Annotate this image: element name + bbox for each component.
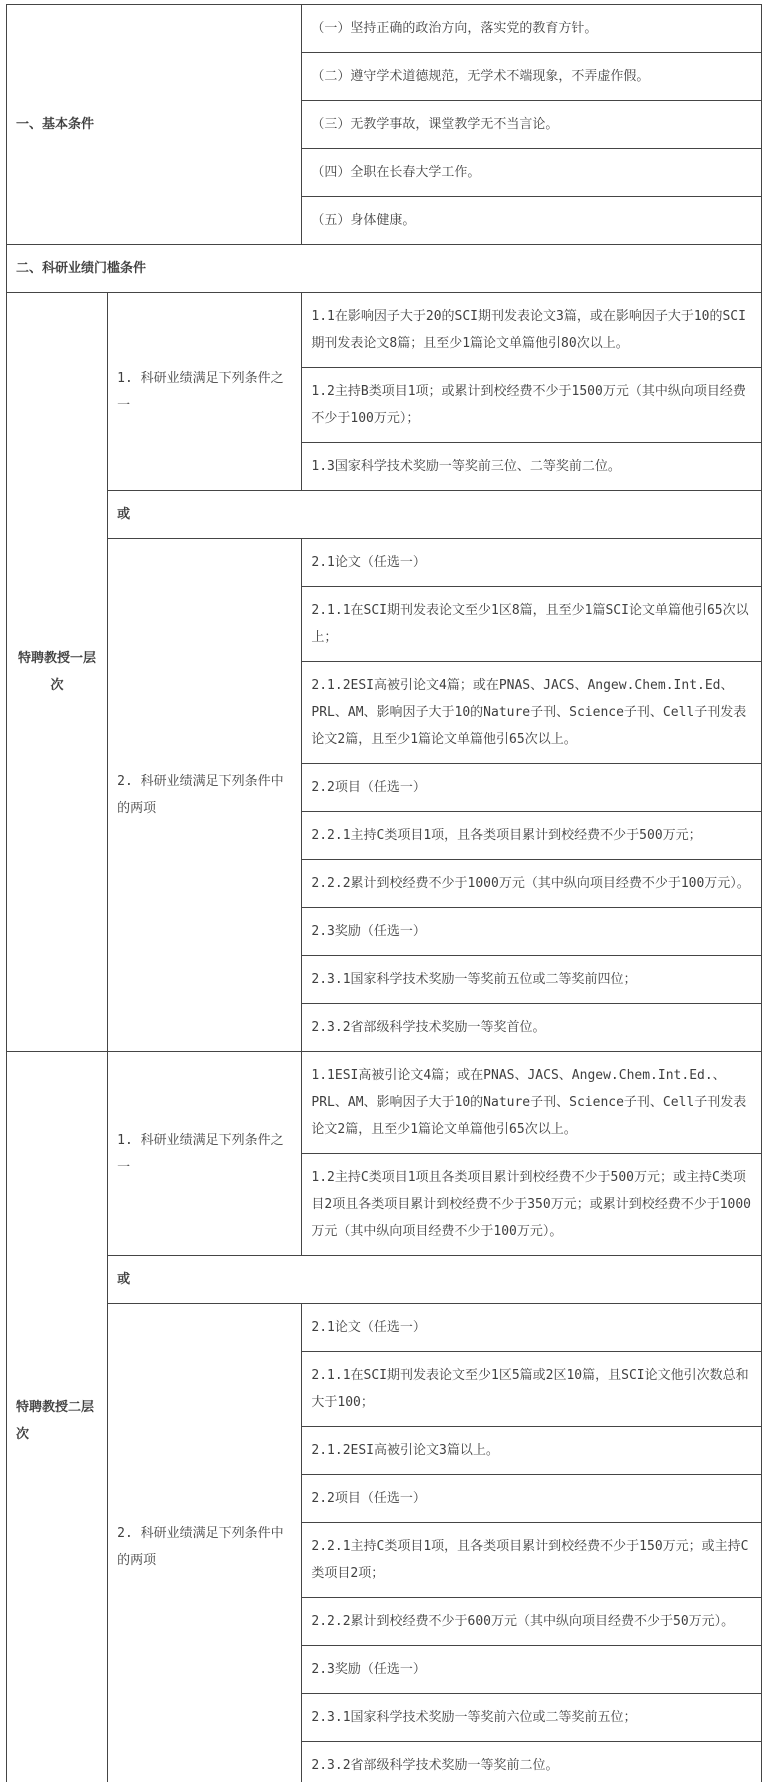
research-threshold-header: 二、科研业绩门槛条件	[7, 245, 762, 293]
tier1-or-cell: 或	[108, 491, 762, 539]
condition-item: 2.1.2ESI高被引论文4篇；或在PNAS、JACS、Angew.Chem.Int.Ed、PRL、AM、影响因子大于10的Nature子刊、Science子刊、Cell子刊发表论文2篇，且至少1篇论文单篇他引65次以上。	[302, 662, 762, 764]
condition-item: 2.2.2累计到校经费不少于1000万元（其中纵向项目经费不少于100万元）。	[302, 860, 762, 908]
condition-item: 1.2主持C类项目1项且各类项目累计到校经费不少于500万元；或主持C类项目2项且各类项目累计到校经费不少于350万元；或累计到校经费不少于1000万元（其中纵向项目经费不少于100万元）。	[302, 1154, 762, 1256]
condition-item: 2.2.1主持C类项目1项，且各类项目累计到校经费不少于150万元；或主持C类项目2项；	[302, 1523, 762, 1598]
tier1-group1-label: 1. 科研业绩满足下列条件之一	[108, 293, 302, 491]
condition-item: 1.1ESI高被引论文4篇；或在PNAS、JACS、Angew.Chem.Int.Ed.、PRL、AM、影响因子大于10的Nature子刊、Science子刊、Cell子刊发表论文2篇，且至少1篇论文单篇他引65次以上。	[302, 1052, 762, 1154]
basic-condition-item: （三）无教学事故，课堂教学无不当言论。	[302, 101, 762, 149]
tier1-name: 特聘教授一层次	[7, 293, 108, 1052]
condition-item: 2.2.1主持C类项目1项，且各类项目累计到校经费不少于500万元；	[302, 812, 762, 860]
basic-condition-item: （一）坚持正确的政治方向，落实党的教育方针。	[302, 5, 762, 53]
tier2-group2-label: 2. 科研业绩满足下列条件中的两项	[108, 1304, 302, 1782]
tier1-group2-label: 2. 科研业绩满足下列条件中的两项	[108, 539, 302, 1052]
basic-condition-item: （五）身体健康。	[302, 197, 762, 245]
table-row	[7, 539, 762, 587]
condition-item: 2.2项目（任选一）	[302, 764, 762, 812]
condition-item: 2.3.2省部级科学技术奖励一等奖首位。	[302, 1004, 762, 1052]
table-row	[7, 245, 762, 293]
condition-item: 2.3.1国家科学技术奖励一等奖前六位或二等奖前五位；	[302, 1694, 762, 1742]
basic-condition-item: （四）全职在长春大学工作。	[302, 149, 762, 197]
condition-item: 1.1在影响因子大于20的SCI期刊发表论文3篇，或在影响因子大于10的SCI期刊发表论文8篇；且至少1篇论文单篇他引80次以上。	[302, 293, 762, 368]
condition-item: 2.3奖励（任选一）	[302, 1646, 762, 1694]
condition-item: 2.3.1国家科学技术奖励一等奖前五位或二等奖前四位；	[302, 956, 762, 1004]
basic-conditions-title: 一、基本条件	[7, 5, 302, 245]
condition-item: 2.2项目（任选一）	[302, 1475, 762, 1523]
condition-item: 2.1.1在SCI期刊发表论文至少1区5篇或2区10篇，且SCI论文他引次数总和大于100；	[302, 1352, 762, 1427]
condition-item: 2.1.2ESI高被引论文3篇以上。	[302, 1427, 762, 1475]
table-row	[7, 1256, 762, 1304]
tier2-name: 特聘教授二层次	[7, 1052, 108, 1782]
table-row	[7, 293, 762, 368]
condition-item: 2.1论文（任选一）	[302, 539, 762, 587]
condition-item: 2.1.1在SCI期刊发表论文至少1区8篇，且至少1篇SCI论文单篇他引65次以上；	[302, 587, 762, 662]
condition-item: 2.1论文（任选一）	[302, 1304, 762, 1352]
table-row	[7, 1052, 762, 1154]
condition-item: 1.2主持B类项目1项；或累计到校经费不少于1500万元（其中纵向项目经费不少于100万元）；	[302, 368, 762, 443]
tier2-or-cell: 或	[108, 1256, 762, 1304]
criteria-table	[6, 4, 762, 1782]
basic-condition-item: （二）遵守学术道德规范，无学术不端现象，不弄虚作假。	[302, 53, 762, 101]
condition-item: 1.3国家科学技术奖励一等奖前三位、二等奖前二位。	[302, 443, 762, 491]
table-row	[7, 5, 762, 53]
condition-item: 2.3.2省部级科学技术奖励一等奖前二位。	[302, 1742, 762, 1782]
condition-item: 2.2.2累计到校经费不少于600万元（其中纵向项目经费不少于50万元）。	[302, 1598, 762, 1646]
table-row	[7, 491, 762, 539]
table-row	[7, 1304, 762, 1352]
condition-item: 2.3奖励（任选一）	[302, 908, 762, 956]
tier2-group1-label: 1. 科研业绩满足下列条件之一	[108, 1052, 302, 1256]
